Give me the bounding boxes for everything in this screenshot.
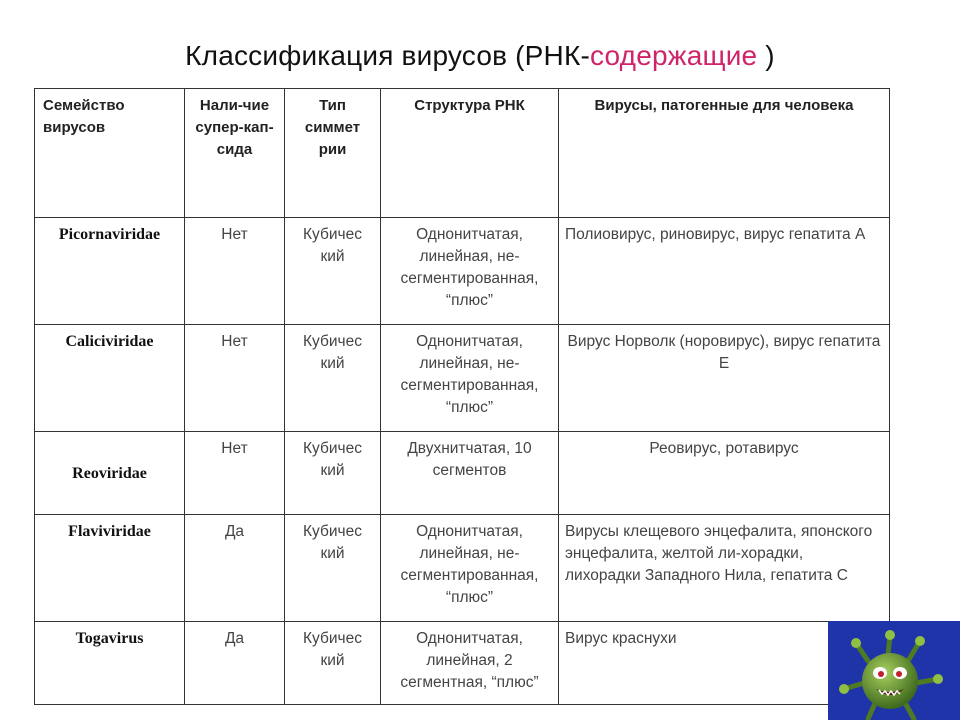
supercapsid-cell: Нет xyxy=(185,218,285,325)
symmetry-cell: Кубичес кий xyxy=(285,432,381,515)
supercapsid-cell: Да xyxy=(185,622,285,705)
symmetry-cell: Кубичес кий xyxy=(285,218,381,325)
virus-cartoon-icon xyxy=(828,621,960,720)
header-supercapsid: Нали-чие супер-кап-сида xyxy=(185,89,285,218)
virus-classification-table xyxy=(34,88,890,705)
rna-cell: Однонитчатая, линейная, 2 сегментная, “плюс” xyxy=(381,622,559,705)
virus-cartoon-image xyxy=(828,621,960,720)
rna-cell: Двухнитчатая, 10 сегментов xyxy=(381,432,559,515)
header-symmetry: Тип симмет рии xyxy=(285,89,381,218)
title-part1: Классификация вирусов (РНК- xyxy=(185,40,591,71)
pathogens-cell: Реовирус, ротавирус xyxy=(559,432,890,515)
pathogens-cell: Вирус краснухи xyxy=(559,622,890,705)
table-row xyxy=(35,218,890,325)
rna-cell: Однонитчатая, линейная, не-сегментированная, “плюс” xyxy=(381,515,559,622)
rna-cell: Однонитчатая, линейная, не-сегментированная, “плюс” xyxy=(381,218,559,325)
header-family: Семейство вирусов xyxy=(35,89,185,218)
family-cell: Reoviridae xyxy=(35,432,185,515)
symmetry-cell: Кубичес кий xyxy=(285,622,381,705)
supercapsid-cell: Да xyxy=(185,515,285,622)
table-row xyxy=(35,432,890,515)
title-part3: ) xyxy=(757,40,775,71)
table-row xyxy=(35,325,890,432)
pathogens-cell: Вирусы клещевого энцефалита, японского энцефалита, желтой ли-хорадки, лихорадки Западного Нила, гепатита С xyxy=(559,515,890,622)
family-cell: Flaviviridae xyxy=(35,515,185,622)
table-row xyxy=(35,622,890,705)
pathogens-cell: Вирус Норволк (норовирус), вирус гепатита Е xyxy=(559,325,890,432)
header-rna-structure: Структура РНК xyxy=(381,89,559,218)
header-pathogens: Вирусы, патогенные для человека xyxy=(559,89,890,218)
table-row xyxy=(35,515,890,622)
page-title xyxy=(0,40,960,72)
symmetry-cell: Кубичес кий xyxy=(285,515,381,622)
family-cell: Togavirus xyxy=(35,622,185,705)
header-row xyxy=(35,89,890,218)
title-accent: содержащие xyxy=(590,40,758,71)
pathogens-cell: Полиовирус, риновирус, вирус гепатита А xyxy=(559,218,890,325)
family-cell: Caliciviridae xyxy=(35,325,185,432)
supercapsid-cell: Нет xyxy=(185,432,285,515)
rna-cell: Однонитчатая, линейная, не-сегментированная, “плюс” xyxy=(381,325,559,432)
family-cell: Picornaviridae xyxy=(35,218,185,325)
symmetry-cell: Кубичес кий xyxy=(285,325,381,432)
supercapsid-cell: Нет xyxy=(185,325,285,432)
